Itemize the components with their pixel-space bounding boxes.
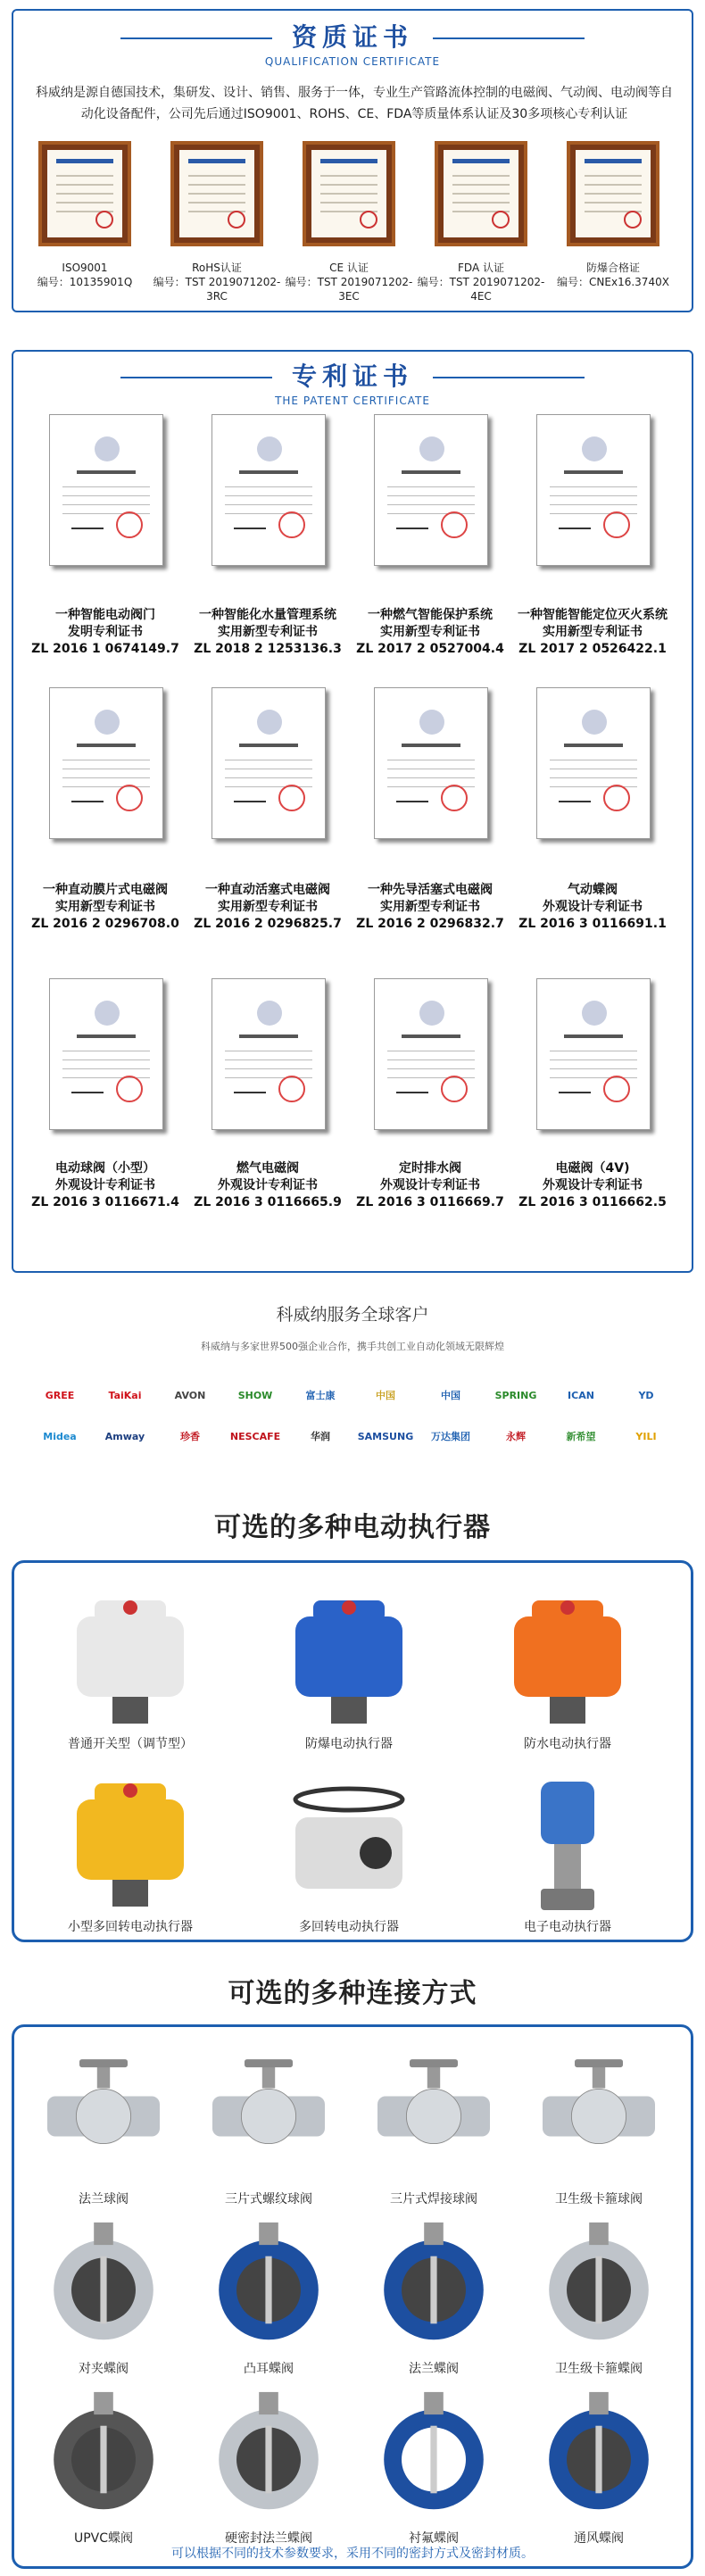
actuator-item xyxy=(32,1764,228,1942)
patent-number: ZL 2016 3 0116671.4 xyxy=(31,1195,179,1209)
actuator-item xyxy=(469,1764,666,1942)
client-logo: AVON xyxy=(174,1390,206,1401)
patent-number: ZL 2016 2 0296832.7 xyxy=(356,917,504,931)
patent-cert-caption xyxy=(185,1160,351,1211)
connection-item xyxy=(188,2384,349,2550)
client-logo: YD xyxy=(638,1390,654,1401)
patent-type: 外观设计专利证书 xyxy=(218,1178,318,1192)
patent-cert-caption xyxy=(510,882,676,933)
valve-icon xyxy=(188,2215,349,2357)
patent-cert-caption xyxy=(347,1160,513,1211)
qualification-cert-image xyxy=(170,141,263,246)
patent-name: 定时排水阀 xyxy=(399,1161,461,1176)
client-logo: 新希望 xyxy=(566,1431,596,1442)
actuator-item xyxy=(469,1581,666,1759)
connections-title: 可选的多种连接方式 xyxy=(228,1978,477,2009)
patent-name: 一种智能智能定位灭火系统 xyxy=(518,608,668,622)
clients-title: 科威纳服务全球客户 xyxy=(276,1305,429,1325)
patent-title xyxy=(13,357,692,407)
patent-number: ZL 2018 2 1253136.3 xyxy=(194,642,342,656)
client-logo: 中国 xyxy=(376,1390,395,1401)
connection-name: 通风蝶阀 xyxy=(574,2531,624,2546)
patent-type: 外观设计专利证书 xyxy=(380,1178,480,1192)
qualification-cert-image xyxy=(38,141,131,246)
connection-name: 三片式螺纹球阀 xyxy=(225,2192,312,2206)
cert-name: ISO9001 xyxy=(62,262,108,274)
patent-name: 一种先导活塞式电磁阀 xyxy=(368,883,493,897)
actuator-name: 防水电动执行器 xyxy=(524,1737,611,1751)
cert-name: 防爆合格证 xyxy=(585,262,640,274)
cert-code: 编号：CNEx16.3740X xyxy=(557,276,669,288)
cert-code: 编号：10135901Q xyxy=(37,276,133,288)
patent-cert-image xyxy=(374,978,488,1130)
cert-code: 编号：TST 2019071202-4EC xyxy=(417,276,545,303)
actuator-item xyxy=(251,1764,447,1942)
patent-type: 外观设计专利证书 xyxy=(55,1178,155,1192)
actuators-panel xyxy=(12,1560,693,1942)
patent-number: ZL 2016 3 0116691.1 xyxy=(518,917,667,931)
client-logo: SHOW xyxy=(237,1390,273,1401)
patent-cert-caption xyxy=(347,882,513,933)
patent-type: 外观设计专利证书 xyxy=(543,1178,643,1192)
patent-type: 实用新型专利证书 xyxy=(218,625,318,639)
client-logo: 中国 xyxy=(441,1390,460,1401)
patent-cert-image xyxy=(212,687,326,839)
valve-icon xyxy=(518,2045,679,2188)
client-logo: YILI xyxy=(635,1431,657,1442)
patent-cert-caption xyxy=(185,607,351,658)
connection-name: 对夹蝶阀 xyxy=(79,2362,129,2376)
patent-title-cn: 专利证书 xyxy=(291,361,413,391)
valve-icon xyxy=(23,2384,184,2527)
patent-title-en: THE PATENT CERTIFICATE xyxy=(275,395,430,407)
patent-type: 实用新型专利证书 xyxy=(380,625,480,639)
patent-name: 一种直动活塞式电磁阀 xyxy=(205,883,330,897)
valve-icon xyxy=(353,2045,514,2188)
patent-cert-image xyxy=(374,687,488,839)
connections-panel xyxy=(12,2024,693,2569)
qualification-panel xyxy=(12,9,693,312)
connection-name: 衬氟蝶阀 xyxy=(409,2531,459,2546)
patent-name: 燃气电磁阀 xyxy=(236,1161,299,1176)
white-actuator-icon xyxy=(41,1581,220,1733)
orange-actuator-icon xyxy=(478,1581,657,1733)
connection-item xyxy=(188,2045,349,2211)
valve-icon xyxy=(188,2045,349,2188)
patent-cert-caption xyxy=(185,882,351,933)
yellow-actuator-icon xyxy=(41,1764,220,1915)
patent-type: 实用新型专利证书 xyxy=(55,900,155,914)
blue-actuator-icon xyxy=(260,1581,438,1733)
cert-name: RoHS认证 xyxy=(192,262,242,274)
qualification-title-en: QUALIFICATION CERTIFICATE xyxy=(264,55,441,68)
qualification-intro: 科威纳是源自德国技术，集研发、设计、销售、服务于一体，专业生产管路流体控制的电磁阀、气动阀、电动阀等自动化设备配件，公司先后通过ISO9001、ROHS、CE、FDA等质量体系认证及30多项核心专利认证 xyxy=(36,86,673,121)
patent-panel xyxy=(12,350,693,1273)
valve-icon xyxy=(353,2215,514,2357)
valve-icon xyxy=(188,2384,349,2527)
cert-name: CE 认证 xyxy=(329,262,369,274)
patent-number: ZL 2017 2 0526422.1 xyxy=(518,642,667,656)
patent-number: ZL 2016 3 0116662.5 xyxy=(518,1195,667,1209)
actuator-name: 电子电动执行器 xyxy=(524,1920,611,1934)
patent-cert-image xyxy=(212,978,326,1130)
connection-name: 卫生级卡箍球阀 xyxy=(555,2192,643,2206)
client-logo: Midea xyxy=(43,1431,77,1442)
qualification-cert-caption xyxy=(546,261,680,289)
patent-name: 一种直动膜片式电磁阀 xyxy=(43,883,168,897)
patent-type: 发明专利证书 xyxy=(68,625,143,639)
connection-item xyxy=(353,2045,514,2211)
patent-type: 实用新型专利证书 xyxy=(218,900,318,914)
cert-code: 编号：TST 2019071202-3EC xyxy=(285,276,413,303)
qualification-cert-caption xyxy=(282,261,416,303)
connection-item xyxy=(353,2215,514,2381)
client-logo: 万达集团 xyxy=(431,1431,470,1442)
connection-item xyxy=(188,2215,349,2381)
patent-name: 一种燃气智能保护系统 xyxy=(368,608,493,622)
qualification-cert-caption xyxy=(150,261,284,303)
qualification-cert-image xyxy=(567,141,659,246)
connection-name: 硬密封法兰蝶阀 xyxy=(225,2531,312,2546)
patent-cert-image xyxy=(49,687,163,839)
actuator-name: 普通开关型（调节型） xyxy=(68,1737,193,1751)
client-logo: 富士康 xyxy=(305,1390,336,1401)
connection-item xyxy=(518,2215,679,2381)
patent-cert-caption xyxy=(347,607,513,658)
client-logo: GREE xyxy=(45,1390,75,1401)
qualification-cert-caption xyxy=(414,261,548,303)
patent-cert-image xyxy=(536,978,651,1130)
valve-icon xyxy=(23,2045,184,2188)
client-logo: NESCAFE xyxy=(229,1431,281,1442)
client-logo: TaiKai xyxy=(108,1390,142,1401)
patent-number: ZL 2017 2 0527004.4 xyxy=(356,642,504,656)
patent-cert-caption xyxy=(510,607,676,658)
patent-name: 电动球阀（小型） xyxy=(55,1161,155,1176)
connection-name: 法兰球阀 xyxy=(79,2192,129,2206)
clients-subtitle: 科威纳与多家世界500强企业合作，携手共创工业自动化领域无限辉煌 xyxy=(201,1341,504,1352)
valve-icon xyxy=(353,2384,514,2527)
patent-cert-image xyxy=(374,414,488,566)
client-logo: SAMSUNG xyxy=(357,1431,414,1442)
patent-cert-caption xyxy=(22,607,188,658)
patent-number: ZL 2016 3 0116669.7 xyxy=(356,1195,504,1209)
connection-name: 凸耳蝶阀 xyxy=(244,2362,294,2376)
patent-name: 一种智能电动阀门 xyxy=(55,608,155,622)
patent-number: ZL 2016 2 0296825.7 xyxy=(194,917,342,931)
client-logo: ICAN xyxy=(568,1390,594,1401)
patent-cert-image xyxy=(49,414,163,566)
valve-icon xyxy=(518,2215,679,2357)
connections-footnote: 可以根据不同的技术参数要求，采用不同的密封方式及密封材质。 xyxy=(171,2547,534,2561)
patent-cert-image xyxy=(212,414,326,566)
client-logo: Amway xyxy=(104,1431,145,1442)
patent-cert-image xyxy=(49,978,163,1130)
qualification-cert-image xyxy=(303,141,395,246)
cert-name: FDA 认证 xyxy=(458,262,504,274)
handwheel-actuator-icon xyxy=(260,1764,438,1915)
valve-icon xyxy=(23,2215,184,2357)
client-logo: SPRING xyxy=(494,1390,537,1401)
cylinder-actuator-icon xyxy=(478,1764,657,1915)
client-logo: 永辉 xyxy=(506,1431,526,1442)
connection-name: UPVC蝶阀 xyxy=(73,2531,134,2546)
actuator-item xyxy=(32,1581,228,1759)
patent-number: ZL 2016 3 0116665.9 xyxy=(194,1195,342,1209)
actuators-title: 可选的多种电动执行器 xyxy=(214,1512,491,1543)
patent-number: ZL 2016 1 0674149.7 xyxy=(31,642,179,656)
connection-item xyxy=(23,2384,184,2550)
patent-number: ZL 2016 2 0296708.0 xyxy=(31,917,179,931)
patent-name: 电磁阀（4V) xyxy=(555,1161,630,1176)
patent-cert-caption xyxy=(22,1160,188,1211)
patent-cert-image xyxy=(536,414,651,566)
actuator-name: 多回转电动执行器 xyxy=(299,1920,399,1934)
patent-type: 实用新型专利证书 xyxy=(380,900,480,914)
patent-cert-caption xyxy=(22,882,188,933)
connection-item xyxy=(518,2384,679,2550)
connection-name: 卫生级卡箍蝶阀 xyxy=(555,2362,643,2376)
patent-cert-image xyxy=(536,687,651,839)
client-logo: 珍香 xyxy=(180,1431,200,1442)
actuator-name: 防爆电动执行器 xyxy=(305,1737,393,1751)
actuator-item xyxy=(251,1581,447,1759)
patent-name: 一种智能化水量管理系统 xyxy=(199,608,336,622)
client-logo: 华润 xyxy=(311,1431,330,1442)
cert-code: 编号：TST 2019071202-3RC xyxy=(153,276,281,303)
qualification-title-cn: 资质证书 xyxy=(291,22,413,52)
connection-name: 三片式焊接球阀 xyxy=(390,2192,477,2206)
connection-item xyxy=(518,2045,679,2211)
qualification-cert-image xyxy=(435,141,527,246)
connection-name: 法兰蝶阀 xyxy=(409,2362,459,2376)
connection-item xyxy=(23,2215,184,2381)
connection-item xyxy=(353,2384,514,2550)
connection-item xyxy=(23,2045,184,2211)
patent-cert-caption xyxy=(510,1160,676,1211)
actuator-name: 小型多回转电动执行器 xyxy=(68,1920,193,1934)
patent-name: 气动蝶阀 xyxy=(568,883,618,897)
qualification-title xyxy=(13,18,692,68)
valve-icon xyxy=(518,2384,679,2527)
qualification-cert-caption xyxy=(18,261,152,289)
patent-type: 实用新型专利证书 xyxy=(543,625,643,639)
patent-type: 外观设计专利证书 xyxy=(543,900,643,914)
